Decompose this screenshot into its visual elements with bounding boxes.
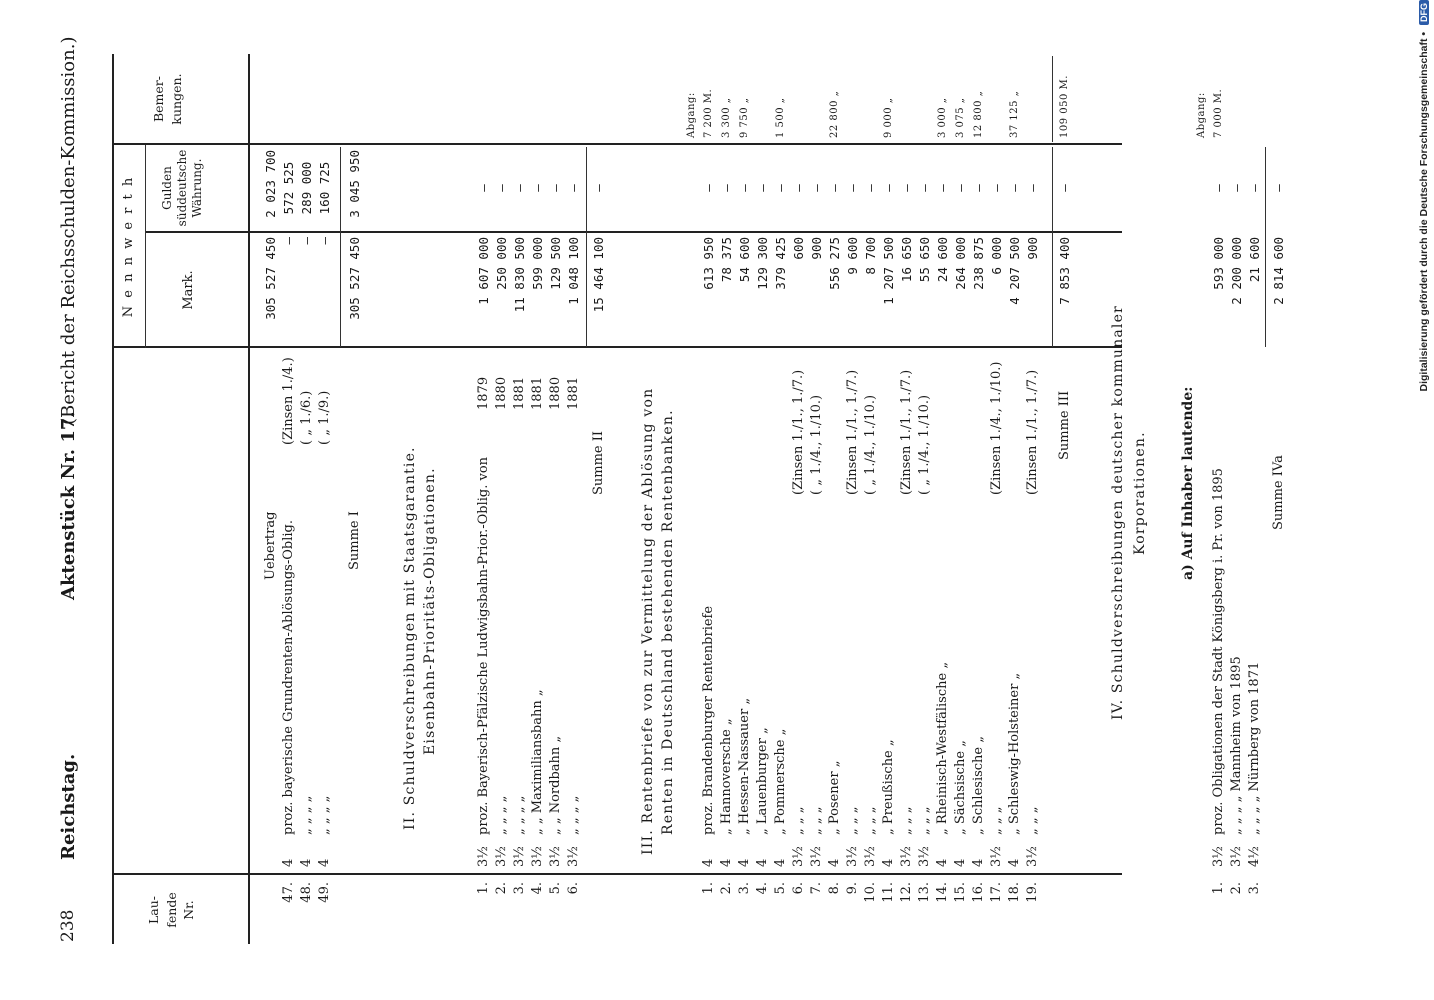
row-remark: 37 125 „ (1009, 90, 1020, 138)
row-gulden-value: — (566, 184, 581, 192)
row-number: 47. (281, 882, 296, 903)
summe-III-gulden: — (1057, 184, 1072, 192)
section-III-abgang-label: Abgang: (686, 92, 697, 138)
row-rate: 4 (935, 858, 950, 867)
row-rate: 4 (773, 858, 788, 867)
row-rate: 4 (827, 858, 842, 867)
row-description: „ „ „ (845, 806, 860, 835)
row-rate: 3½ (1211, 846, 1226, 867)
row-remark: 12 800 „ (973, 90, 984, 138)
row-description: „ „ „ „ (566, 795, 581, 835)
row-gulden-value: — (845, 184, 860, 192)
row-mark-value: 600 (791, 237, 806, 260)
row-remark: 9 000 „ (883, 97, 894, 138)
row-description: „ „ „ „ Mannheim von 1895 (1229, 656, 1244, 835)
row-interest-dates: ( „ 1./9.) (317, 390, 332, 445)
row-number: 17. (989, 882, 1004, 903)
row-rate: 3½ (863, 846, 878, 867)
row-number: 14. (935, 882, 950, 903)
row-number: 10. (863, 882, 878, 903)
row-rate: 4 (299, 858, 314, 867)
section-IV-abgang-value: 7 000 M. (1213, 88, 1224, 138)
row-rate: 3½ (512, 846, 527, 867)
row-mark-value: 593 000 (1211, 237, 1226, 290)
row-mark-value: 379 425 (773, 237, 788, 290)
row-mark-value: 8 700 (863, 237, 878, 275)
row-gulden-value: — (701, 184, 716, 192)
row-rate: 4½ (1247, 846, 1262, 867)
row-gulden-value: — (1229, 184, 1244, 192)
row-rate: 4 (971, 858, 986, 867)
row-rate: 3½ (845, 846, 860, 867)
row-rate: 3½ (989, 846, 1004, 867)
row-description: „ „ „ (791, 806, 806, 835)
row-mark-value: 78 375 (719, 237, 734, 283)
row-description: „ „ „ „ (299, 795, 314, 835)
row-rate: 3½ (809, 846, 824, 867)
row-gulden-value: — (809, 184, 824, 192)
row-remark: 9 750 „ (739, 97, 750, 138)
row-rate: 3½ (548, 846, 563, 867)
col-header-nennwerth: N e n n w e r t h (121, 175, 136, 318)
row-interest-dates: ( „ 1./4., 1./10.) (863, 394, 878, 495)
row-gulden-value: — (989, 184, 1004, 192)
row-remark: 3 000 „ (937, 97, 948, 138)
row-description: „ „ Nordbahn „ (548, 735, 563, 835)
row-gulden-value: — (755, 184, 770, 192)
row-year: 1881 (530, 376, 545, 410)
row-description: „ Rheinisch-Westfälische „ (935, 661, 950, 835)
row-rate: 3½ (494, 846, 509, 867)
row-gulden-value: 160 725 (317, 161, 332, 215)
row-number: 1. (476, 882, 491, 895)
summe-IV-label: Summe IVa (1271, 455, 1286, 530)
row-description: „ „ „ (917, 806, 932, 835)
row-mark-value: 24 600 (935, 237, 950, 283)
summe-III-rule (1052, 147, 1053, 347)
row-remark: 3 300 „ (721, 97, 732, 138)
row-mark-value: 129 300 (755, 237, 770, 290)
section-III-title-2: Renten in Deutschland bestehenden Rentenbanken. (660, 409, 676, 835)
row-gulden-value: — (1007, 184, 1022, 192)
row-gulden-value: — (737, 184, 752, 192)
summe-I-label: Summe I (347, 511, 362, 570)
summe-II-gulden: — (591, 184, 606, 192)
row-gulden-value: — (1247, 184, 1262, 192)
row-number: 12. (899, 882, 914, 903)
row-gulden-value: — (530, 184, 545, 192)
row-description: „ „ „ (1025, 806, 1040, 835)
row-mark-value: — (317, 237, 332, 245)
row-number: 6. (791, 882, 806, 895)
row-rate: 3½ (791, 846, 806, 867)
row-mark-value: 6 000 (989, 237, 1004, 275)
row-rate: 4 (317, 858, 332, 867)
row-year: 1880 (494, 376, 509, 410)
col-header-nr: Lau- fende Nr. (146, 892, 196, 928)
header-left: Reichstag. (58, 753, 79, 860)
uebertrag-mark: 305 527 450 (263, 237, 278, 320)
row-number: 15. (953, 882, 968, 903)
summe-III-remark-rule (1052, 56, 1053, 142)
col-header-bemerkungen: Bemer- kungen. (151, 73, 184, 125)
section-IV-subhead: a) Auf Inhaber lautende: (1180, 386, 1196, 580)
row-interest-dates: ( „ 1./4., 1./10.) (917, 394, 932, 495)
col-header-gulden: Gulden süddeutsche Währung. (160, 149, 204, 227)
row-rate: 3½ (476, 846, 491, 867)
row-description: „ „ Maximiliansbahn „ (530, 689, 545, 835)
row-rate: 4 (881, 858, 896, 867)
row-year: 1880 (548, 376, 563, 410)
row-mark-value: 264 000 (953, 237, 968, 290)
row-description: „ Posener „ (827, 760, 842, 835)
row-gulden-value: — (548, 184, 563, 192)
header-right: (Bericht der Reichsschulden-Kommission.) (58, 36, 79, 425)
section-IV-title-2: Korporationen. (1132, 431, 1148, 555)
row-mark-value: 556 275 (827, 237, 842, 290)
row-number: 48. (299, 882, 314, 903)
row-gulden-value: — (881, 184, 896, 192)
row-number: 19. (1025, 882, 1040, 903)
col-rule-gulden (112, 143, 1122, 145)
row-gulden-value: — (953, 184, 968, 192)
row-number: 18. (1007, 882, 1022, 903)
row-number: 3. (512, 882, 527, 895)
row-gulden-value: — (1025, 184, 1040, 192)
summe-IV-gulden: — (1271, 184, 1286, 192)
row-number: 5. (548, 882, 563, 895)
row-gulden-value: 572 525 (281, 161, 296, 215)
row-number: 2. (494, 882, 509, 895)
row-gulden-value: — (863, 184, 878, 192)
row-interest-dates: (Zinsen 1./1., 1./7.) (791, 369, 806, 495)
row-mark-value: 9 600 (845, 237, 860, 275)
row-mark-value: 613 950 (701, 237, 716, 290)
row-description: proz. Bayerisch-Pfälzische Ludwigsbahn-Prior.-Oblig. von (476, 456, 491, 835)
summe-I-mark: 305 527 450 (347, 237, 362, 320)
row-mark-value: 900 (809, 237, 824, 260)
row-number: 1. (701, 882, 716, 895)
row-mark-value: 1 607 000 (476, 237, 491, 305)
summe-IV-mark: 2 814 600 (1271, 237, 1286, 305)
row-description: „ Pommersche „ (773, 728, 788, 835)
row-number: 6. (566, 882, 581, 895)
row-gulden-value: — (494, 184, 509, 192)
row-number: 3. (1247, 882, 1262, 895)
row-gulden-value: — (971, 184, 986, 192)
dfg-stamp-text: Digitalisierung gefördert durch die Deutsche Forschungsgemeinschaft • (1418, 31, 1430, 392)
row-number: 2. (1229, 882, 1244, 895)
row-description: „ „ „ „ Nürnberg von 1871 (1247, 661, 1262, 835)
summe-II-mark: 15 464 100 (591, 237, 606, 313)
row-mark-value: 16 650 (899, 237, 914, 283)
section-IV-title: IV. Schuldverschreibungen deutscher kommunaler (1110, 305, 1126, 720)
row-interest-dates: (Zinsen 1./4.) (281, 357, 296, 445)
row-rate: 4 (281, 858, 296, 867)
row-remark: 1 500 „ (775, 97, 786, 138)
summe-II-rule (586, 147, 587, 347)
row-rate: 3½ (899, 846, 914, 867)
row-gulden-value: — (917, 184, 932, 192)
row-description: „ „ „ (989, 806, 1004, 835)
row-description: „ Hannoversche „ (719, 718, 734, 835)
row-rate: 4 (719, 858, 734, 867)
row-mark-value: 900 (1025, 237, 1040, 260)
row-mark-value: 21 600 (1247, 237, 1262, 283)
row-gulden-value: — (1211, 184, 1226, 192)
row-remark: 7 200 M. (703, 88, 714, 138)
row-interest-dates: (Zinsen 1./1., 1./7.) (899, 369, 914, 495)
row-description: „ Schlesische „ (971, 736, 986, 835)
section-II-title: II. Schuldverschreibungen mit Staatsgarantie. (402, 446, 418, 830)
col-rule-desc (112, 346, 1122, 348)
row-number: 2. (719, 882, 734, 895)
page-number: 238 (58, 909, 78, 942)
row-interest-dates: ( „ 1./6.) (299, 390, 314, 445)
summe-I-rule (340, 147, 341, 347)
summe-III-remark: 109 050 M. (1059, 75, 1070, 138)
summe-I-gulden: 3 045 950 (347, 150, 362, 218)
summe-III-mark: 7 853 400 (1057, 237, 1072, 305)
row-rate: 4 (755, 858, 770, 867)
row-remark: 3 075 „ (955, 97, 966, 138)
row-rate: 3½ (917, 846, 932, 867)
row-description: „ Lauenburger „ (755, 727, 770, 835)
nennwerth-rule (145, 145, 146, 348)
row-description: proz. Obligationen der Stadt Königsberg i. Pr. von 1895 (1211, 468, 1226, 835)
summe-II-label: Summe II (591, 430, 606, 495)
row-gulden-value: — (476, 184, 491, 192)
row-rate: 4 (1007, 858, 1022, 867)
row-rate: 4 (701, 858, 716, 867)
row-year: 1881 (566, 376, 581, 410)
row-mark-value: 55 650 (917, 237, 932, 283)
row-remark: 22 800 „ (829, 90, 840, 138)
row-description: „ „ „ (899, 806, 914, 835)
row-year: 1879 (476, 376, 491, 410)
row-rate: 3½ (530, 846, 545, 867)
row-interest-dates: (Zinsen 1./1., 1./7.) (1025, 369, 1040, 495)
section-IV-abgang-label: Abgang: (1196, 92, 1207, 138)
row-year: 1881 (512, 376, 527, 410)
row-mark-value: 2 200 000 (1229, 237, 1244, 305)
row-mark-value: 11 830 500 (512, 237, 527, 313)
row-gulden-value: — (935, 184, 950, 192)
row-number: 1. (1211, 882, 1226, 895)
row-description: „ Sächsische „ (953, 740, 968, 835)
row-mark-value: — (299, 237, 314, 245)
row-description: proz. bayerische Grundrenten-Ablösungs-Oblig. (281, 520, 296, 835)
section-II-subtitle: Eisenbahn-Prioritäts-Obligationen. (422, 467, 438, 755)
row-gulden-value: — (773, 184, 788, 192)
row-gulden-value: — (719, 184, 734, 192)
header-center: Aktenstück Nr. 17. (58, 411, 79, 600)
row-mark-value: 1 048 100 (566, 237, 581, 305)
row-description: „ Hessen-Nassauer „ (737, 697, 752, 835)
row-number: 7. (809, 882, 824, 895)
row-gulden-value: — (827, 184, 842, 192)
row-number: 16. (971, 882, 986, 903)
row-number: 49. (317, 882, 332, 903)
summe-III-label: Summe III (1057, 390, 1072, 460)
row-description: „ „ „ „ (512, 795, 527, 835)
row-interest-dates: ( „ 1./4., 1./10.) (809, 394, 824, 495)
summe-IV-rule (1265, 147, 1266, 347)
row-description: proz. Brandenburger Rentenbriefe (701, 605, 716, 835)
row-rate: 3½ (566, 846, 581, 867)
row-rate: 3½ (1229, 846, 1244, 867)
row-number: 5. (773, 882, 788, 895)
row-description: „ „ „ „ (317, 795, 332, 835)
row-gulden-value: 289 000 (299, 161, 314, 215)
row-mark-value: 1 207 500 (881, 237, 896, 305)
row-gulden-value: — (512, 184, 527, 192)
uebertrag-label: Uebertrag (263, 511, 278, 580)
row-mark-value: 250 000 (494, 237, 509, 290)
row-number: 11. (881, 882, 896, 903)
dfg-logo-icon: DFG (1419, 0, 1429, 25)
row-mark-value: 129 500 (548, 237, 563, 290)
row-description: „ Preußische „ (881, 739, 896, 835)
row-number: 4. (755, 882, 770, 895)
row-rate: 3½ (1025, 846, 1040, 867)
section-III-title: III. Rentenbriefe von zur Vermittelung der Ablösung von (640, 387, 656, 855)
row-rate: 4 (737, 858, 752, 867)
row-mark-value: 4 207 500 (1007, 237, 1022, 305)
col-header-mark: Mark. (181, 270, 196, 310)
col-rule-mark (145, 231, 1122, 233)
row-mark-value: 599 000 (530, 237, 545, 290)
row-interest-dates: (Zinsen 1./1., 1./7.) (845, 369, 860, 495)
dfg-stamp (1418, 0, 1434, 1000)
row-mark-value: 54 600 (737, 237, 752, 283)
row-gulden-value: — (899, 184, 914, 192)
row-number: 13. (917, 882, 932, 903)
row-description: „ „ „ „ (494, 795, 509, 835)
row-number: 9. (845, 882, 860, 895)
row-rate: 4 (953, 858, 968, 867)
row-description: „ Schleswig-Holsteiner „ (1007, 672, 1022, 835)
row-description: „ „ „ (863, 806, 878, 835)
row-number: 4. (530, 882, 545, 895)
table-top-rule (112, 54, 114, 944)
col-rule-nr (112, 873, 1122, 875)
row-number: 8. (827, 882, 842, 895)
row-gulden-value: — (791, 184, 806, 192)
row-mark-value: 238 875 (971, 237, 986, 290)
table-header-rule (248, 54, 250, 944)
row-mark-value: — (281, 237, 296, 245)
row-description: „ „ „ (809, 806, 824, 835)
row-number: 3. (737, 882, 752, 895)
uebertrag-gulden: 2 023 700 (263, 150, 278, 218)
row-interest-dates: (Zinsen 1./4., 1./10.) (989, 361, 1004, 495)
